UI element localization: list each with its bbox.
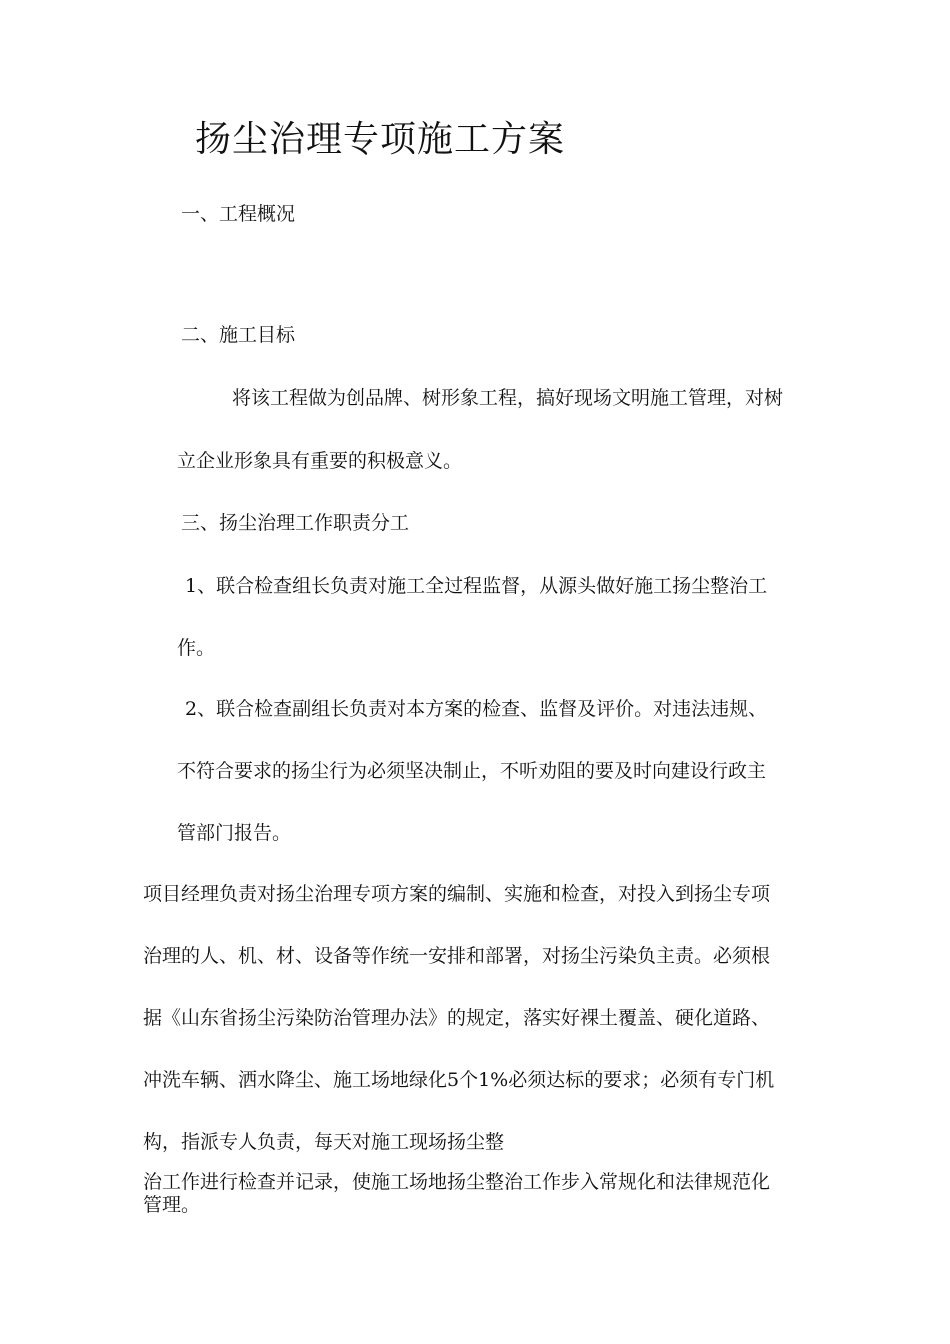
section2-heading: 二、施工目标 [181,324,296,346]
section2-paragraph-line-1: 将该工程做为创品牌、树形象工程，搞好现场文明施工管理，对树 [232,387,784,409]
section3-item2-line-1: 2、联合检查副组长负责对本方案的检查、监督及评价。对违法违规、 [185,698,768,720]
pm-paragraph-line-3: 据《山东省扬尘污染防治管理办法》的规定，落实好裸土覆盖、硬化道路、 [143,1007,771,1029]
section2-paragraph-line-2: 立企业形象具有重要的积极意义。 [177,450,463,472]
pm-paragraph-line-2: 治理的人、机、材、设备等作统一安排和部署，对扬尘污染负主责。必须根 [143,945,771,967]
pm-paragraph-line-7: 管理。 [143,1194,201,1216]
pm-paragraph-line-4: 冲洗车辆、洒水降尘、施工场地绿化5个1%必须达标的要求；必须有专门机 [143,1069,775,1091]
document-title: 扬尘治理专项施工方案 [195,119,566,160]
section3-item2-line-2: 不符合要求的扬尘行为必须坚决制止，不听劝阻的要及时向建设行政主 [177,760,767,782]
section3-item1-line-2: 作。 [177,637,216,659]
pm-paragraph-line-5: 构，指派专人负责，每天对施工现场扬尘整 [143,1131,505,1153]
pm-paragraph-line-6: 治工作进行检查并记录，使施工场地扬尘整治工作步入常规化和法律规范化 [143,1171,771,1193]
section3-heading: 三、扬尘治理工作职责分工 [181,512,410,534]
section1-heading: 一、工程概况 [181,203,296,225]
section3-item1-line-1: 1、联合检查组长负责对施工全过程监督，从源头做好施工扬尘整治工 [185,575,768,597]
pm-paragraph-line-1: 项目经理负责对扬尘治理专项方案的编制、实施和检查，对投入到扬尘专项 [143,883,771,905]
section3-item2-line-3: 管部门报告。 [177,822,292,844]
